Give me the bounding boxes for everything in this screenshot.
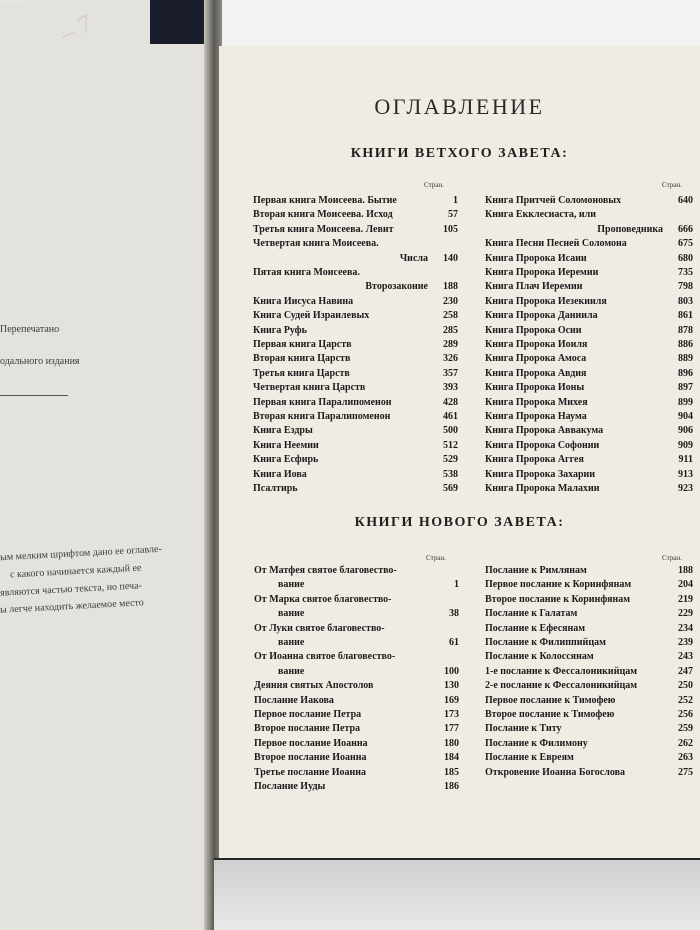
toc-entry bbox=[485, 352, 693, 366]
toc-entry bbox=[485, 482, 693, 496]
toc-entry-title: Книга Руфь bbox=[253, 324, 307, 336]
toc-entry-title: вание bbox=[278, 579, 305, 591]
toc-entry-title: От Луки святое благовество- bbox=[254, 622, 385, 634]
toc-entry bbox=[253, 237, 458, 251]
toc-entry bbox=[253, 439, 458, 453]
toc-entry bbox=[253, 295, 458, 309]
toc-entry bbox=[253, 266, 458, 280]
pages-column-label: Стран. bbox=[426, 554, 446, 562]
toc-entry bbox=[485, 295, 693, 309]
toc-entry bbox=[253, 424, 458, 438]
toc-entry-page: 569 bbox=[443, 483, 458, 494]
toc-entry-page: 1 bbox=[453, 195, 458, 206]
toc-entry bbox=[485, 266, 693, 280]
toc-entry bbox=[254, 751, 459, 765]
toc-entry bbox=[485, 636, 693, 650]
toc-entry-title: Послание к Колоссянам bbox=[485, 651, 594, 663]
toc-entry bbox=[253, 396, 458, 410]
toc-entry bbox=[253, 482, 458, 496]
toc-entry-title: Второе послание Петра bbox=[254, 723, 361, 735]
toc-entry-page: 538 bbox=[443, 468, 458, 480]
toc-entry bbox=[254, 622, 459, 636]
toc-entry bbox=[254, 679, 459, 693]
toc-entry-page: 258 bbox=[443, 310, 458, 322]
toc-entry-title: Книга Песни Песней Соломона bbox=[485, 238, 627, 250]
toc-entry bbox=[253, 381, 458, 395]
toc-entry bbox=[253, 252, 458, 266]
toc-entry-title: Послание к Филимону bbox=[485, 737, 588, 749]
toc-entry-title: Третье послание Иоанна bbox=[254, 766, 367, 778]
toc-entry-page: 173 bbox=[444, 709, 459, 720]
toc-entry-page: 911 bbox=[678, 454, 693, 466]
toc-entry-page: 263 bbox=[678, 752, 693, 764]
toc-entry-page: 861 bbox=[678, 310, 693, 322]
page-title: ОГЛАВЛЕНИЕ bbox=[374, 94, 545, 119]
toc-entry-title: Второе послание к Коринфянам bbox=[485, 593, 631, 605]
toc-entry bbox=[254, 607, 459, 621]
toc-entry-page: 230 bbox=[443, 295, 458, 307]
toc-entry-title: Книга Пророка Софонии bbox=[485, 439, 600, 451]
toc-entry bbox=[485, 468, 693, 482]
left-page-line: одального издания bbox=[0, 356, 80, 367]
toc-entry bbox=[485, 338, 693, 352]
toc-entry-page: 247 bbox=[678, 665, 693, 677]
toc-entry bbox=[253, 324, 458, 338]
toc-entry-page: 878 bbox=[678, 324, 693, 336]
faint-pencil-mark: – 7 bbox=[55, 8, 97, 49]
toc-entry-title: Четвертая книга Царств bbox=[253, 382, 366, 394]
toc-entry-page: 184 bbox=[444, 752, 459, 764]
left-page-line: Перепечатано bbox=[0, 324, 60, 335]
toc-entry-page: 913 bbox=[678, 468, 693, 480]
pages-column-label: Стран. bbox=[424, 181, 444, 189]
toc-entry-title: Вторая книга Моисеева. Исход bbox=[253, 209, 393, 221]
toc-entry-title: Книга Екклесиаста, или bbox=[485, 209, 596, 221]
toc-entry-page: 105 bbox=[443, 223, 458, 235]
toc-entry bbox=[485, 324, 693, 338]
toc-entry-page: 889 bbox=[678, 353, 693, 365]
toc-entry-page: 256 bbox=[678, 709, 693, 720]
toc-entry bbox=[485, 252, 693, 266]
toc-entry-title: Четвертая книга Моисеева. bbox=[253, 238, 379, 250]
toc-entry bbox=[254, 636, 459, 650]
toc-entry-title: Пятая книга Моисеева. bbox=[253, 267, 360, 278]
toc-entry-title: Книга Пророка Авдия bbox=[485, 367, 587, 379]
toc-entry bbox=[254, 665, 459, 679]
toc-entry-page: 393 bbox=[443, 382, 458, 394]
toc-entry-page: 326 bbox=[443, 353, 458, 365]
toc-entry bbox=[253, 410, 458, 424]
toc-entry-page: 906 bbox=[678, 425, 693, 437]
toc-entry-title: вание bbox=[278, 665, 305, 677]
toc-entry-page: 234 bbox=[678, 622, 693, 634]
toc-entry-title: Книга Ездры bbox=[253, 425, 313, 437]
toc-entry-title: Третья книга Царств bbox=[253, 367, 350, 379]
toc-entry-title: Книга Пророка Исаии bbox=[485, 252, 587, 264]
toc-entry-title: Вторая книга Паралипоменон bbox=[253, 411, 391, 422]
toc-entry-title: Книга Пророка Иоиля bbox=[485, 339, 588, 350]
toc-entry-page: 252 bbox=[678, 694, 693, 706]
toc-entry bbox=[485, 593, 693, 607]
toc-entry-title: Книга Иова bbox=[253, 468, 307, 480]
toc-entry bbox=[485, 694, 693, 708]
toc-entry-page: 909 bbox=[678, 439, 693, 451]
toc-entry bbox=[254, 694, 459, 708]
toc-entry-page: 100 bbox=[444, 665, 459, 677]
toc-entry-title: Второе послание к Тимофею bbox=[485, 709, 615, 720]
toc-entry-page: 38 bbox=[449, 608, 459, 620]
toc-entry-page: 529 bbox=[443, 454, 458, 466]
toc-entry-title: Книга Пророка Иезекииля bbox=[485, 295, 607, 307]
toc-entry-title: Послание к Галатам bbox=[485, 608, 578, 620]
toc-entry-title: От Иоанна святое благовество- bbox=[254, 651, 396, 663]
toc-entry bbox=[485, 194, 693, 208]
table-surface bbox=[214, 860, 700, 930]
toc-entry-page: 803 bbox=[678, 295, 693, 307]
toc-entry-title: Послание к Евреям bbox=[485, 752, 574, 764]
toc-entry bbox=[254, 708, 459, 722]
toc-entry bbox=[485, 607, 693, 621]
toc-entry bbox=[485, 381, 693, 395]
toc-entry-title: Книга Пророка Малахии bbox=[485, 483, 600, 494]
toc-entry-title: От Матфея святое благовество- bbox=[254, 565, 397, 576]
toc-entry-page: 219 bbox=[678, 593, 693, 605]
toc-entry bbox=[254, 564, 459, 578]
toc-entry-page: 177 bbox=[444, 723, 459, 735]
toc-entry bbox=[254, 593, 459, 607]
toc-entry-page: 259 bbox=[678, 723, 693, 735]
toc-entry-page: 500 bbox=[443, 425, 458, 437]
toc-entry-title: Книга Пророка Амоса bbox=[485, 353, 587, 365]
toc-entry bbox=[253, 338, 458, 352]
toc-entry-title: вание bbox=[278, 608, 305, 620]
toc-entry bbox=[485, 367, 693, 381]
toc-entry-page: 666 bbox=[678, 223, 693, 235]
toc-entry-page: 188 bbox=[678, 565, 693, 576]
toc-entry bbox=[254, 766, 459, 780]
toc-entry-title: Книга Неемии bbox=[253, 439, 319, 451]
pages-column-label: Стран. bbox=[662, 181, 682, 189]
left-page bbox=[0, 0, 212, 930]
toc-entry-title: Первое послание к Коринфянам bbox=[485, 579, 632, 591]
toc-entry bbox=[254, 737, 459, 751]
toc-entry bbox=[253, 367, 458, 381]
toc-entry-page: 289 bbox=[443, 339, 458, 350]
toc-entry-title: Первое послание Иоанна bbox=[254, 737, 368, 749]
toc-entry-title: Книга Пророка Наума bbox=[485, 411, 587, 422]
toc-entry-page: 186 bbox=[444, 781, 459, 792]
toc-entry bbox=[485, 410, 693, 424]
toc-entry bbox=[485, 665, 693, 679]
toc-entry-title: От Марка святое благовество- bbox=[254, 593, 392, 605]
toc-entry-page: 735 bbox=[678, 267, 693, 278]
toc-entry-page: 640 bbox=[678, 195, 693, 206]
toc-entry-page: 675 bbox=[678, 238, 693, 250]
toc-entry-page: 899 bbox=[678, 396, 693, 408]
toc-entry bbox=[485, 751, 693, 765]
toc-entry-title: 1-е послание к Фессалоникийцам bbox=[485, 665, 638, 677]
toc-entry-page: 904 bbox=[678, 411, 693, 422]
toc-entry bbox=[253, 453, 458, 467]
old-testament-heading: КНИГИ ВЕТХОГО ЗАВЕТА: bbox=[350, 146, 569, 161]
toc-entry-title: Деяния святых Апостолов bbox=[254, 680, 374, 692]
toc-entry-page: 180 bbox=[444, 737, 459, 749]
toc-entry-page: 428 bbox=[443, 396, 458, 408]
toc-entry-page: 1 bbox=[454, 579, 459, 591]
toc-entry-title: Третья книга Моисеева. Левит bbox=[253, 223, 394, 235]
toc-entry-title: Псалтирь bbox=[253, 483, 298, 494]
toc-entry-title: вание bbox=[278, 637, 305, 648]
toc-entry bbox=[485, 453, 693, 467]
toc-entry-page: 357 bbox=[443, 367, 458, 379]
toc-entry bbox=[485, 223, 693, 237]
toc-entry-title: Первая книга Царств bbox=[253, 339, 352, 350]
toc-entry-title: Первая книга Паралипоменон bbox=[253, 396, 392, 408]
left-page-divider bbox=[0, 395, 68, 396]
toc-entry bbox=[254, 650, 459, 664]
toc-entry-page: 680 bbox=[678, 252, 693, 264]
toc-entry bbox=[253, 352, 458, 366]
toc-entry-title: Послание к Титу bbox=[485, 723, 562, 735]
new-testament-heading: КНИГИ НОВОГО ЗАВЕТА: bbox=[354, 515, 565, 530]
toc-entry-page: 239 bbox=[678, 637, 693, 648]
toc-entry-title: Второе послание Иоанна bbox=[254, 752, 367, 764]
toc-entry-title: Первая книга Моисеева. Бытие bbox=[253, 195, 397, 206]
toc-entry-page: 886 bbox=[678, 339, 693, 350]
toc-entry-title: Послание к Филиппийцам bbox=[485, 637, 606, 648]
toc-entry bbox=[485, 679, 693, 693]
toc-entry-title: Книга Плач Иеремии bbox=[485, 281, 583, 293]
toc-entry-page: 923 bbox=[678, 483, 693, 494]
toc-entry bbox=[485, 280, 693, 294]
toc-entry-page: 61 bbox=[449, 637, 459, 648]
toc-entry bbox=[253, 223, 458, 237]
toc-entry-title: Послание Иуды bbox=[254, 781, 326, 792]
toc-entry-page: 275 bbox=[678, 766, 693, 778]
toc-entry-title: Книга Есфирь bbox=[253, 454, 319, 466]
toc-entry-page: 169 bbox=[444, 694, 459, 706]
toc-entry-title: Второзаконие bbox=[365, 281, 428, 293]
pages-column-label: Стран. bbox=[662, 554, 682, 562]
toc-entry bbox=[485, 766, 693, 780]
toc-entry-title: Книга Пророка Даниила bbox=[485, 310, 598, 322]
toc-entry-page: 798 bbox=[678, 281, 693, 293]
toc-entry-title: Книга Притчей Соломоновых bbox=[485, 195, 622, 206]
toc-entry bbox=[485, 439, 693, 453]
toc-entry bbox=[485, 208, 693, 222]
toc-entry-page: 897 bbox=[678, 382, 693, 394]
toc-entry-page: 243 bbox=[678, 651, 693, 663]
toc-entry-page: 229 bbox=[678, 608, 693, 620]
toc-entry bbox=[485, 708, 693, 722]
left-page-line: с какого начинается каждый ее bbox=[9, 562, 142, 581]
toc-entry-page: 140 bbox=[443, 252, 458, 264]
toc-entry-title: Первое послание Петра bbox=[254, 709, 362, 720]
toc-entry bbox=[253, 309, 458, 323]
toc-entry bbox=[253, 194, 458, 208]
toc-entry-page: 250 bbox=[678, 680, 693, 692]
toc-entry-title: Послание к Римлянам bbox=[485, 565, 587, 576]
toc-entry-page: 896 bbox=[678, 367, 693, 379]
toc-entry-title: Книга Судей Израилевых bbox=[253, 310, 370, 322]
toc-entry-title: Проповедника bbox=[597, 223, 663, 235]
toc-entry-title: Послание Иакова bbox=[254, 694, 334, 706]
toc-entry-page: 262 bbox=[678, 737, 693, 749]
toc-entry bbox=[485, 237, 693, 251]
left-page-line: ым мелким шрифтом дано ее оглавле- bbox=[0, 543, 163, 564]
toc-entry-title: Числа bbox=[399, 252, 428, 264]
toc-entry-title: Первое послание к Тимофею bbox=[485, 694, 616, 706]
toc-entry bbox=[485, 737, 693, 751]
toc-entry-title: Откровение Иоанна Богослова bbox=[485, 766, 625, 778]
toc-entry bbox=[485, 622, 693, 636]
toc-entry-page: 204 bbox=[678, 579, 693, 591]
toc-entry bbox=[253, 280, 458, 294]
toc-entry bbox=[485, 722, 693, 736]
left-page-line: ы легче находить желаемое место bbox=[0, 597, 145, 616]
toc-entry bbox=[485, 309, 693, 323]
toc-entry-title: Книга Пророка Захарии bbox=[485, 468, 596, 480]
toc-entry bbox=[254, 578, 459, 592]
toc-entry-title: Книга Пророка Аввакума bbox=[485, 425, 604, 437]
toc-entry-page: 57 bbox=[448, 209, 458, 221]
toc-entry-title: Книга Пророка Михея bbox=[485, 396, 588, 408]
left-page-line: являются частью текста, но печа- bbox=[0, 580, 143, 599]
toc-entry-title: Книга Пророка Ионы bbox=[485, 382, 585, 394]
toc-entry-title: Послание к Ефесянам bbox=[485, 622, 586, 634]
toc-entry bbox=[253, 208, 458, 222]
toc-entry-title: Вторая книга Царств bbox=[253, 353, 351, 365]
toc-entry bbox=[253, 468, 458, 482]
toc-entry bbox=[254, 780, 459, 794]
toc-entry-title: Книга Пророка Иеремии bbox=[485, 267, 599, 278]
toc-entry bbox=[485, 396, 693, 410]
toc-entry-title: Книга Пророка Аггея bbox=[485, 454, 584, 466]
toc-entry-title: Книга Иисуса Навина bbox=[253, 295, 354, 307]
toc-entry bbox=[485, 424, 693, 438]
toc-entry-title: Книга Пророка Осии bbox=[485, 324, 582, 336]
toc-entry-page: 461 bbox=[443, 411, 458, 422]
toc-entry-page: 512 bbox=[443, 439, 458, 451]
toc-entry bbox=[485, 564, 693, 578]
toc-entry bbox=[485, 650, 693, 664]
toc-entry bbox=[254, 722, 459, 736]
toc-entry-page: 130 bbox=[444, 680, 459, 692]
toc-entry-page: 185 bbox=[444, 766, 459, 778]
toc-entry bbox=[485, 578, 693, 592]
toc-entry-title: 2-е послание к Фессалоникийцам bbox=[485, 680, 638, 692]
toc-entry-page: 188 bbox=[443, 281, 458, 293]
toc-entry-page: 285 bbox=[443, 324, 458, 336]
